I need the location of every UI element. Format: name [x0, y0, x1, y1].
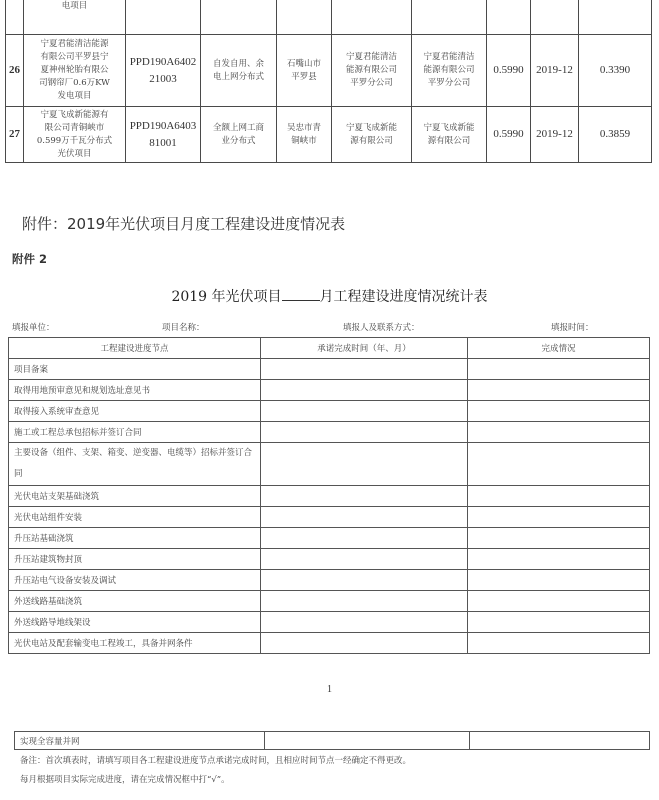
location-cell: [277, 0, 332, 35]
form-title-prefix: 2019 年光伏项目: [171, 289, 282, 305]
applicant-cell: [332, 35, 412, 107]
progress-table: [8, 337, 650, 654]
completion-cell[interactable]: [468, 612, 650, 633]
completion-cell[interactable]: [468, 443, 650, 486]
project-code-cell: [126, 107, 201, 163]
capacity-cell: 0.5990: [487, 107, 531, 163]
promised-time-cell[interactable]: [261, 443, 468, 486]
table-row: [9, 401, 650, 422]
investor-cell-line: 源有限公司: [427, 135, 471, 146]
table-row: [9, 570, 650, 591]
milestone-cell: 光伏电站组件安装: [9, 507, 261, 528]
meta-project-name-label: 项目名称：: [162, 323, 205, 333]
table-row: [15, 732, 650, 750]
promised-time-cell[interactable]: [261, 507, 468, 528]
promised-time-cell[interactable]: [261, 422, 468, 443]
project-name-cell-line: 发电项目: [57, 91, 92, 101]
promised-time-cell[interactable]: [261, 591, 468, 612]
milestone-cell: 施工或工程总承包招标并签订合同: [9, 422, 261, 443]
index-cell: 27: [6, 107, 24, 163]
applicant-cell-line: 平罗分公司: [350, 78, 393, 88]
milestone-cell: 光伏电站及配套输变电工程竣工，具备并网条件: [9, 633, 261, 654]
location-cell: [277, 35, 332, 107]
date-cell: 2019-12: [531, 35, 579, 107]
completion-cell[interactable]: [468, 633, 650, 654]
investor-cell: [412, 107, 487, 163]
completion-cell[interactable]: [468, 359, 650, 380]
completion-cell[interactable]: [468, 422, 650, 443]
project-name-cell-line: 夏神州轮胎有限公: [40, 65, 109, 75]
table-row: [9, 507, 650, 528]
header-completion: 完成情况: [468, 338, 650, 359]
note-line-1: 备注：首次填表时，请填写项目各工程建设进度节点承诺完成时间，且相应时间节点一经确定不得更改。: [20, 756, 412, 766]
index-cell: 26: [6, 35, 24, 107]
project-type-cell: [201, 0, 277, 35]
capacity-cell: [487, 0, 531, 35]
project-code-cell-line: 81001: [149, 136, 177, 149]
project-name-cell-line: 电项目: [61, 1, 88, 11]
promised-time-cell[interactable]: [261, 380, 468, 401]
milestone-cell: 升压站建筑物封顶: [9, 549, 261, 570]
form-title: [0, 286, 659, 306]
table-row: [9, 380, 650, 401]
milestone-cell: 主要设备（组件、支架、箱变、逆变器、电缆等）招标并签订合同: [9, 443, 261, 486]
project-type-cell-line: 业分布式: [221, 135, 256, 146]
table-row: [9, 591, 650, 612]
milestone-cell: 项目备案: [9, 359, 261, 380]
project-list-table: [5, 0, 652, 163]
location-cell-line: 铜峡市: [291, 135, 317, 146]
investor-cell: [412, 35, 487, 107]
project-type-cell-line: 电上网分布式: [212, 71, 264, 82]
price-cell: 0.3390: [579, 35, 652, 107]
applicant-cell: [332, 107, 412, 163]
project-type-cell: [201, 35, 277, 107]
project-name-cell-line: 0.599万千瓦分布式: [36, 135, 113, 146]
completion-cell[interactable]: [468, 549, 650, 570]
project-type-cell: [201, 107, 277, 163]
project-name-cell: [24, 35, 126, 107]
attachment-heading: 附件：2019年光伏项目月度工程建设进度情况表: [22, 215, 346, 233]
attachment-label: 附件 2: [12, 252, 48, 266]
applicant-cell-line: 宁夏飞成新能: [345, 122, 397, 133]
applicant-cell-line: 宁夏君能清洁: [345, 52, 397, 62]
investor-cell-line: 宁夏飞成新能: [423, 122, 475, 133]
table-row: [9, 443, 650, 486]
table-row: [9, 633, 650, 654]
project-code-cell: [126, 35, 201, 107]
promised-time-cell[interactable]: [261, 401, 468, 422]
applicant-cell-line: 能源有限公司: [345, 65, 397, 75]
project-name-cell-line: 光伏项目: [57, 148, 92, 159]
header-milestone: 工程建设进度节点: [9, 338, 261, 359]
table-row: [9, 359, 650, 380]
note-line-2: 每月根据项目实际完成进度，请在完成情况框中打“√”。: [20, 775, 230, 785]
milestone-cell: 实现全容量并网: [15, 732, 265, 750]
applicant-cell-line: 源有限公司: [350, 135, 393, 146]
location-cell-line: 平罗县: [291, 71, 317, 82]
project-code-cell-line: 21003: [149, 72, 177, 85]
completion-cell[interactable]: [468, 507, 650, 528]
project-code-cell-line: PPD190A6403: [129, 119, 197, 132]
index-cell: [6, 0, 24, 35]
investor-cell-line: 宁夏君能清洁: [423, 52, 475, 62]
meta-contact-label: 填报人及联系方式：: [343, 323, 420, 333]
promised-time-cell[interactable]: [261, 359, 468, 380]
promised-time-cell[interactable]: [261, 549, 468, 570]
investor-cell-line: 能源有限公司: [423, 65, 475, 75]
completion-cell[interactable]: [468, 401, 650, 422]
completion-cell[interactable]: [468, 591, 650, 612]
investor-cell-line: 平罗分公司: [427, 78, 471, 88]
project-name-cell-line: 宁夏飞成新能源有: [40, 109, 109, 120]
investor-cell: [412, 0, 487, 35]
project-name-cell: [24, 107, 126, 163]
table-row: [9, 549, 650, 570]
milestone-cell: 取得接入系统审查意见: [9, 401, 261, 422]
promised-time-cell[interactable]: [261, 633, 468, 654]
milestone-cell: 外送线路导地线架设: [9, 612, 261, 633]
table-row: [9, 486, 650, 507]
project-type-cell-line: 自发自用、余: [212, 58, 264, 69]
location-cell: [277, 107, 332, 163]
table-row: [6, 107, 652, 163]
project-name-cell-line: 司钢帘厂0.6万KW: [39, 78, 110, 88]
project-type-cell-line: 全额上网工商: [212, 122, 264, 133]
milestone-cell: 外送线路基础浇筑: [9, 591, 261, 612]
project-name-cell: [24, 0, 126, 35]
project-code-cell-line: PPD190A6402: [129, 55, 197, 68]
applicant-cell: [332, 0, 412, 35]
location-cell-line: 石嘴山市: [286, 58, 321, 69]
project-code-cell: [126, 0, 201, 35]
project-name-cell-line: 限公司青铜峡市: [44, 122, 105, 133]
price-cell: [579, 0, 652, 35]
completion-cell[interactable]: [468, 380, 650, 401]
table-row: [9, 422, 650, 443]
completion-cell[interactable]: [468, 486, 650, 507]
page-number: 1: [327, 684, 332, 695]
location-cell-line: 吴忠市青: [286, 122, 321, 133]
milestone-cell: 光伏电站支架基础浇筑: [9, 486, 261, 507]
table-header-row: [9, 338, 650, 359]
promised-time-cell[interactable]: [261, 570, 468, 591]
completion-cell[interactable]: [468, 570, 650, 591]
promised-time-cell[interactable]: [261, 612, 468, 633]
promised-time-cell[interactable]: [261, 528, 468, 549]
price-cell: 0.3859: [579, 107, 652, 163]
milestone-cell: 升压站基础浇筑: [9, 528, 261, 549]
milestone-cell: 升压站电气设备安装及调试: [9, 570, 261, 591]
table-row: [9, 612, 650, 633]
meta-unit-label: 填报单位：: [12, 323, 55, 333]
project-name-cell-line: 有限公司平罗县宁: [40, 52, 109, 62]
table-row: [6, 35, 652, 107]
date-cell: [531, 0, 579, 35]
completion-cell[interactable]: [468, 528, 650, 549]
header-promised-time: 承诺完成时间（年、月）: [261, 338, 468, 359]
promised-time-cell[interactable]: [261, 486, 468, 507]
capacity-cell: 0.5990: [487, 35, 531, 107]
progress-table-continued: [14, 731, 650, 750]
promised-time-cell[interactable]: [265, 732, 470, 750]
month-blank: [282, 286, 320, 301]
milestone-cell: 取得用地预审意见和规划选址意见书: [9, 380, 261, 401]
table-row: [6, 0, 652, 35]
meta-time-label: 填报时间：: [551, 323, 594, 333]
table-row: [9, 528, 650, 549]
date-cell: 2019-12: [531, 107, 579, 163]
project-name-cell-line: 宁夏君能清洁能源: [40, 39, 109, 49]
completion-cell[interactable]: [470, 732, 650, 750]
form-title-suffix: 月工程建设进度情况统计表: [319, 289, 488, 305]
